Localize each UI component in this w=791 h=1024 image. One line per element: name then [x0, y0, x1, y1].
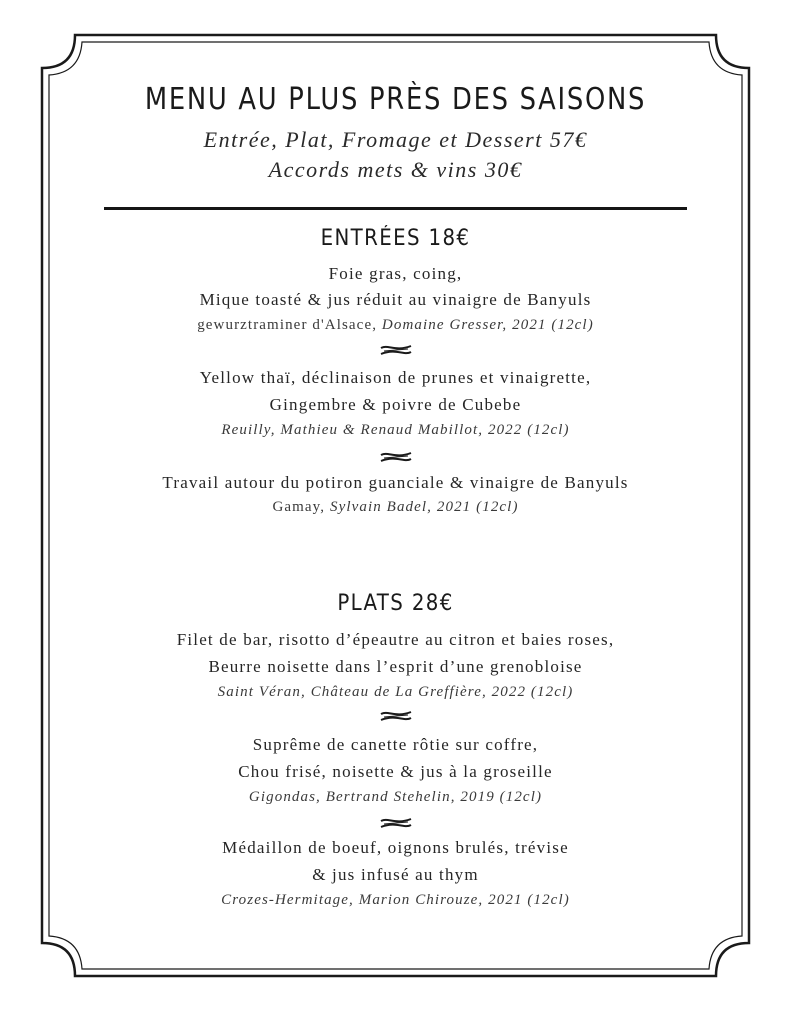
plat-2-line-2: Chou frisé, noisette & jus à la groseille: [238, 762, 553, 781]
section-heading-plats: PLATS 28€: [337, 591, 454, 616]
wine-pairing-price-line: Accords mets & vins 30€: [268, 157, 523, 182]
flourish-ornament-icon: [379, 710, 413, 722]
entree-1-wine: [0, 317, 791, 334]
menu-price-line: Entrée, Plat, Fromage et Dessert 57€: [203, 127, 588, 152]
plat-3-line-1: Médaillon de boeuf, oignons brulés, trévise: [222, 838, 569, 857]
plat-3-wine: Crozes-Hermitage, Marion Chirouze, 2021 (12cl): [221, 892, 570, 908]
plat-1-line-1: Filet de bar, risotto d’épeautre au citron et baies roses,: [176, 630, 615, 649]
entree-1-line-2: Mique toasté & jus réduit au vinaigre de Banyuls: [199, 290, 592, 309]
entree-1-line-1: Foie gras, coing,: [328, 264, 463, 283]
plat-2-wine: Gigondas, Bertrand Stehelin, 2019 (12cl): [248, 789, 543, 805]
entree-3-wine-producer: Sylvain Badel, 2021 (12cl): [329, 499, 519, 515]
flourish-ornament-icon: [379, 344, 413, 356]
section-heading-entrees: ENTRÉES 18€: [320, 226, 471, 251]
entree-1-wine-grape: gewurztraminer d'Alsace,: [197, 317, 382, 333]
header-divider: [104, 207, 687, 210]
plat-2-line-1: Suprême de canette rôtie sur coffre,: [252, 735, 539, 754]
menu-title: MENU AU PLUS PRÈS DES SAISONS: [144, 82, 647, 117]
flourish-ornament-icon: [379, 451, 413, 463]
plat-1-wine: Saint Véran, Château de La Greffière, 2022 (12cl): [217, 684, 574, 700]
entree-1-wine-producer: Domaine Gresser, 2021 (12cl): [381, 317, 594, 333]
entree-3-line-1: Travail autour du potiron guanciale & vinaigre de Banyuls: [162, 473, 629, 492]
entree-2-line-2: Gingembre & poivre de Cubebe: [269, 395, 522, 414]
entree-3-wine-grape: Gamay,: [272, 499, 330, 515]
entree-2-wine: Reuilly, Mathieu & Renaud Mabillot, 2022 (12cl): [221, 422, 570, 438]
plat-3-line-2: & jus infusé au thym: [312, 865, 479, 884]
entree-2-line-1: Yellow thaï, déclinaison de prunes et vinaigrette,: [199, 368, 592, 387]
plat-1-line-2: Beurre noisette dans l’esprit d’une grenobloise: [208, 657, 583, 676]
entree-3-wine: [0, 499, 791, 516]
flourish-ornament-icon: [379, 817, 413, 829]
